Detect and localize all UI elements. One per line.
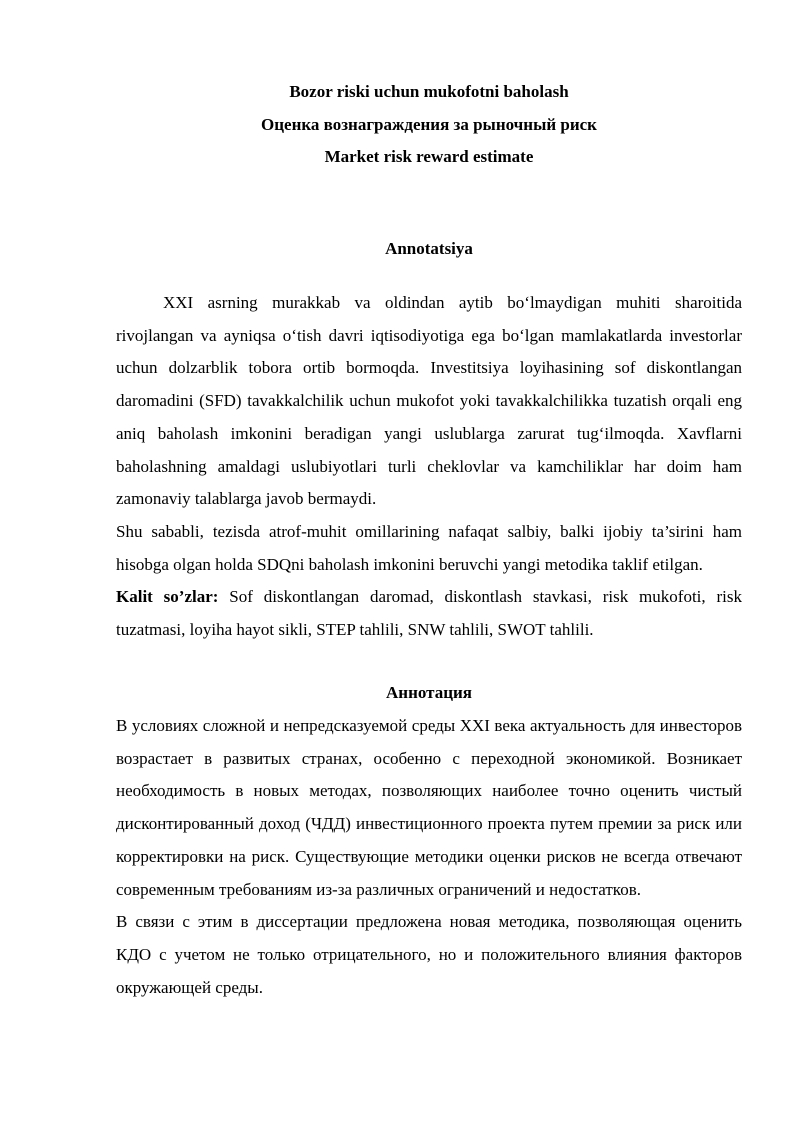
annotation-body-russian [116, 710, 742, 1004]
keywords-paragraph [116, 581, 742, 646]
title-russian: Оценка вознаграждения за рыночный риск [261, 114, 597, 134]
annotation-uzbek-paragraph-2: Shu sababli, tezisda atrof-muhit omillarining nafaqat salbiy, balki ijobiy ta’sirini ham hisobga olgan holda SDQni baholash imkonini beruvchi yangi metodika taklif etilgan. [116, 521, 742, 574]
annotation-body-uzbek [116, 287, 742, 647]
annotation-heading-uzbek: Annotatsiya [385, 239, 473, 258]
annotation-russian-paragraph-1: В условиях сложной и непредсказуемой среды XXI века актуальность для инвесторов возрастает в развитых странах, особенно с переходной экономикой. Возникает необходимость в новых методах, позволяющих наиболее точно оценить чистый дисконтированный доход (ЧДД) инвестиционного проекта путем премии за риск или корректировки на риск. Существующие методики оценки рисков не всегда отвечают современным требованиям из-за различных ограничений и недостатков. [116, 716, 742, 899]
keywords-text: Sof diskontlangan daromad, diskontlash stavkasi, risk mukofoti, risk tuzatmasi, loyiha hayot sikli, STEP tahlili, SNW tahlili, SWOT tahlili. [116, 587, 742, 640]
annotation-uzbek-paragraph-1: XXI asrning murakkab va oldindan aytib bo‘lmaydigan muhiti sharoitida rivojlangan va ayniqsa o‘tish davri iqtisodiyotiga ega bo‘lgan mamlakatlarda investorlar uchun dolzarblik tobora ortib bormoqda. Investitsiya loyihasining sof diskontlangan daromadini (SFD) tavakkalchilik uchun mukofot yoki tavakkalchilikka tuzatish orqali eng aniq baholash imkonini beradigan yangi uslublarga zarurat tug‘ilmoqda. Xavflarni baholashning amaldagi uslubiyotlari turli cheklovlar va kamchiliklar har doim ham zamonaviy talablarga javob bermaydi. [116, 293, 742, 509]
annotation-heading-russian: Аннотация [386, 683, 472, 702]
keywords-label: Kalit so’zlar: [116, 587, 219, 607]
title-uzbek: Bozor riski uchun mukofotni baholash [289, 82, 569, 101]
annotation-russian-paragraph-2: В связи с этим в диссертации предложена новая методика, позволяющая оценить КДО с учетом не только отрицательного, но и положительного влияния факторов окружающей среды. [116, 912, 742, 997]
title-english: Market risk reward estimate [324, 147, 534, 166]
title-block [0, 76, 800, 174]
